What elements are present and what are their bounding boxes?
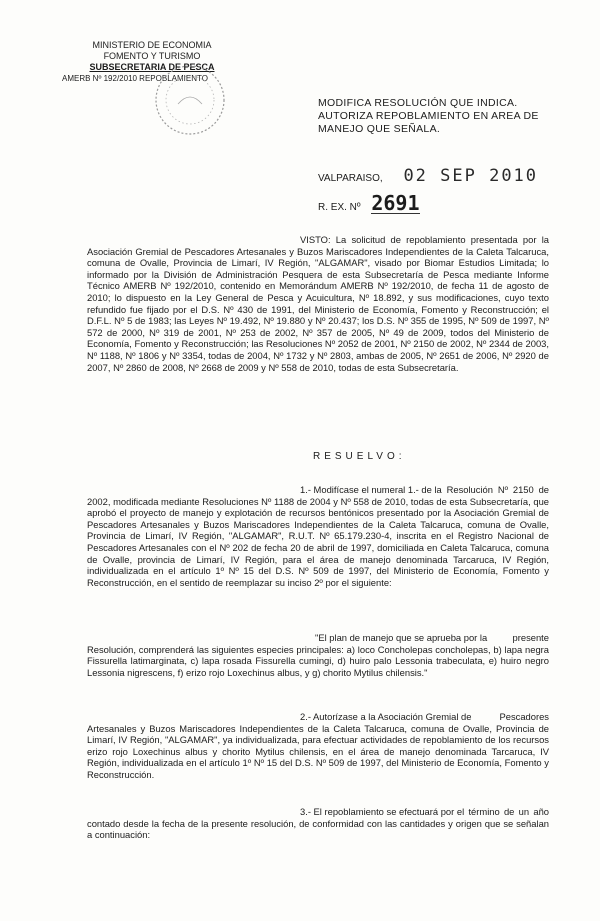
subsecretaria-name: SUBSECRETARIA DE PESCA	[89, 62, 215, 72]
ministry-name: MINISTERIO DE ECONOMIA	[92, 40, 212, 50]
resolution-number-value: 2691	[371, 191, 420, 215]
article-2	[87, 711, 549, 781]
resolution-prefix: R. EX. Nº	[318, 202, 361, 213]
visto-label: VISTO:	[300, 234, 331, 245]
article-1-text: Resolución Nº 2150 de 2002, modificada mediante Resoluciones Nº 1188 de 2004 y Nº 558 de 2010, todas de esta Subsecretaría, que aprobó el proyecto de manejo y explotación de recursos bentónicos presentado por la Asociación Gremial de Pescadores Artesanales y Buzos Mariscadores Independientes de la Caleta Talcaruca, comuna de Ovalle, Provincia de Limarí, IV Región, "ALGAMAR", R.U.T. Nº 65.179.230-4, inscrita en el Registro Nacional de Pescadores Artesanales con el Nº 202 de fecha 20 de abril de 1997, domiciliada en Caleta Talcaruca, comuna de Ovalle, provincia de Limarí, IV Región, para el área de manejo denominada Tarcaruca, IV Región, individualizada en el artículo 1º Nº 15 del D.S. Nº 509 de 1997, del Ministerio de Economía, Fomento y Reconstrucción, en el sentido de reemplazar su inciso 2º por el siguiente:	[87, 484, 549, 588]
article-3-text: término de un año contado desde la fecha de la presente resolución, de conformidad con las cantidades y origen que se señalan a continuación:	[87, 806, 550, 841]
article-1-quote	[87, 632, 549, 678]
date-stamp: 02 SEP 2010	[403, 166, 539, 186]
resuelvo-heading: RESUELVO:	[313, 451, 406, 462]
article-1	[87, 484, 549, 588]
visto-text: La solicitud de repoblamiento presentada por la Asociación Gremial de Pescadores Artesanales y Buzos Mariscadores Independientes de la Caleta Talcaruca, comuna de Ovalle, Provincia de Limarí, IV Región, "ALGAMAR", visado por Biomar Estudios Limitada; lo informado por la División de Administración Pesquera de esta Subsecretaría de Pesca mediante Informe Técnico AMERB Nº 192/2010, contenido en Memorándum AMERB Nº 192/2010, de fecha 11 de agosto de 2010; lo dispuesto en la Ley General de Pesca y Acuicultura, Nº 18.892, y sus modificaciones, cuyo texto refundido fue fijado por el D.S. Nº 430 de 1991, del Ministerio de Economía, Fomento y Reconstrucción; el D.F.L. Nº 5 de 1983; las Leyes Nº 19.492, Nº 19.880 y Nº 20.437; los D.S. Nº 355 de 1995, Nº 509 de 1997, Nº 572 de 2000, Nº 319 de 2001, Nº 253 de 2002, Nº 357 de 2005, Nº 49 de 2009, todos del Ministerio de Economía, Fomento y Reconstrucción; las Resoluciones Nº 2052 de 2001, Nº 2150 de 2002, Nº 2344 de 2003, Nº 1188, Nº 1806 y Nº 3354, todas de 2004, Nº 1732 y Nº 2803, ambas de 2005, Nº 2651 de 2006, Nº 2920 de 2007, Nº 2860 de 2008, Nº 2668 de 2009 y Nº 558 de 2010, todas de esta Subsecretaría.	[87, 234, 549, 373]
document-subject: MODIFICA RESOLUCIÓN QUE INDICA. AUTORIZA REPOBLAMIENTO EN AREA DE MANEJO QUE SEÑALA.	[318, 97, 539, 135]
visto-paragraph	[87, 234, 549, 373]
official-seal-icon	[150, 60, 230, 140]
article-1-lead: 1.- Modifícase el numeral 1.- de la	[300, 484, 442, 495]
amerb-reference: AMERB Nº 192/2010 REPOBLAMIENTO	[62, 74, 208, 83]
quote-lead: "El plan de manejo que se aprueba por la	[315, 632, 488, 643]
quote-text: presente Resolución, comprenderá las siguientes especies principales: a) loco Concholepas concholepas, b) lapa negra Fissurella latimarginata, c) lapa rosada Fissurella cumingi, d) huiro palo Lessonia trabeculata, e) huiro negro Lessonia nigrescens, f) erizo rojo Loxechinus albus, y g) chorito Mytilus chilensis."	[87, 632, 549, 678]
ministry-subname: FOMENTO Y TURISMO	[103, 51, 201, 61]
place: VALPARAISO,	[318, 173, 383, 184]
article-2-text: Pescadores Artesanales y Buzos Mariscadores Independientes de la Caleta Talcaruca, comuna de Ovalle, Provincia de Limarí, IV Región, "ALGAMAR", ya individualizada, para efectuar actividades de repoblamiento de los recursos erizo rojo Loxechinus albus y chorito Mytilus chilensis, en el área de manejo denominada Tarcaruca, IV Región, individualizada en el artículo 1º Nº 15 del D.S. Nº 509 de 1997, del Ministerio de Economía, Fomento y Reconstrucción.	[87, 711, 549, 780]
article-3-lead: 3.- El repoblamiento se efectuará por el	[300, 806, 465, 817]
place-and-date	[318, 166, 538, 186]
article-3	[87, 806, 549, 841]
article-2-lead: 2.- Autorízase a la Asociación Gremial de	[300, 711, 472, 722]
resolution-number	[318, 193, 420, 214]
